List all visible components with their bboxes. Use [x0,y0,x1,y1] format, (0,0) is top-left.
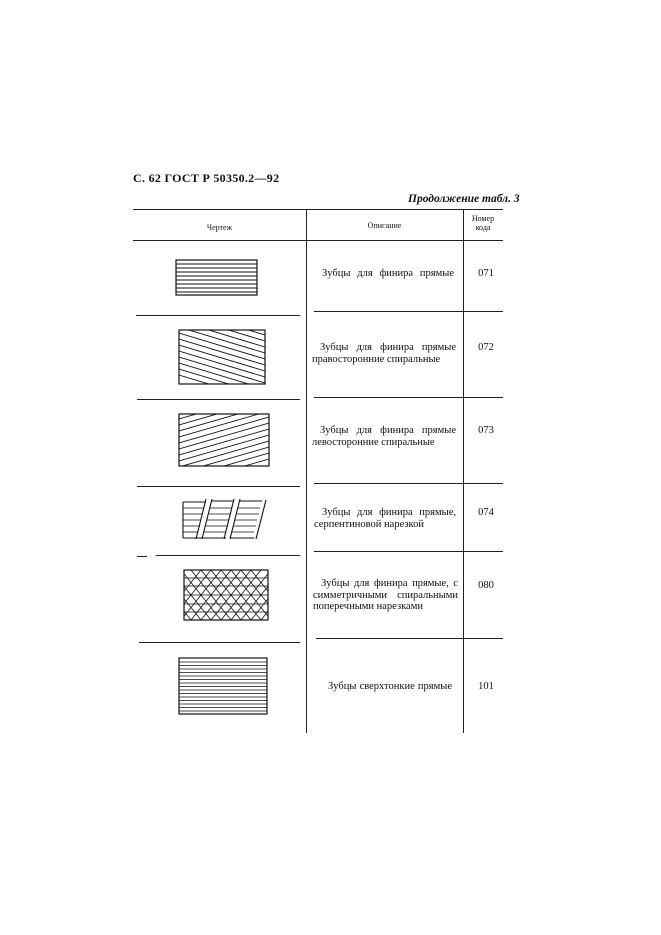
description-line: Зубцы для финира прямые [320,342,456,353]
column-divider-1 [306,209,307,733]
row-code: 071 [478,268,494,279]
description-line: Зубцы для финира прямые, с [321,578,458,589]
description-line: Зубцы для финира прямые, [322,507,456,518]
row-separator [139,642,300,643]
row-description [322,268,454,280]
drawing-right-spiral-teeth [176,327,268,387]
description-line: симметричными спиральными [313,589,458,601]
description-line: правосторонние спиральные [312,353,441,365]
column-divider-2 [463,209,464,733]
column-header-code [463,214,503,232]
row-separator [156,555,300,556]
description-line: поперечными нарезками [313,601,423,612]
row-description [312,342,456,365]
row-separator [137,556,147,557]
row-code: 101 [478,681,494,692]
column-header-drawing: Чертеж [206,223,233,232]
row-separator [314,397,503,398]
table-header-rule [133,240,503,241]
drawing-fine-straight-teeth [176,655,270,717]
description-line: серпентиновой нарезкой [314,518,424,530]
column-header-code-line2: кода [475,223,491,232]
row-separator [314,551,503,552]
row-separator [316,638,503,639]
drawing-cross-hatch-teeth [181,567,271,623]
row-separator [137,399,300,400]
drawing-serpentine-teeth [180,496,272,542]
row-separator [137,486,300,487]
description-line: левосторонние спиральные [312,436,435,448]
description-line: Зубцы для финира прямые [322,268,454,279]
row-separator [314,311,503,312]
column-header-code-line1: Номер [471,214,495,223]
row-description [314,507,456,530]
row-description [328,681,452,693]
description-line: Зубцы для финира прямые [320,425,456,436]
row-code: 073 [478,425,494,436]
drawing-left-spiral-teeth [176,411,272,469]
column-header-description: Описание [367,221,402,230]
row-code: 080 [478,580,494,591]
table-top-rule [133,209,503,210]
row-separator [314,483,503,484]
description-line: Зубцы сверхтонкие прямые [328,681,452,692]
row-separator [136,315,300,316]
drawing-straight-teeth [173,258,261,298]
row-description [312,425,456,448]
row-code: 074 [478,507,494,518]
table-continuation-label: Продолжение табл. 3 [408,193,520,205]
row-code: 072 [478,342,494,353]
page-header: С. 62 ГОСТ Р 50350.2—92 [133,171,280,185]
row-description [313,578,458,613]
